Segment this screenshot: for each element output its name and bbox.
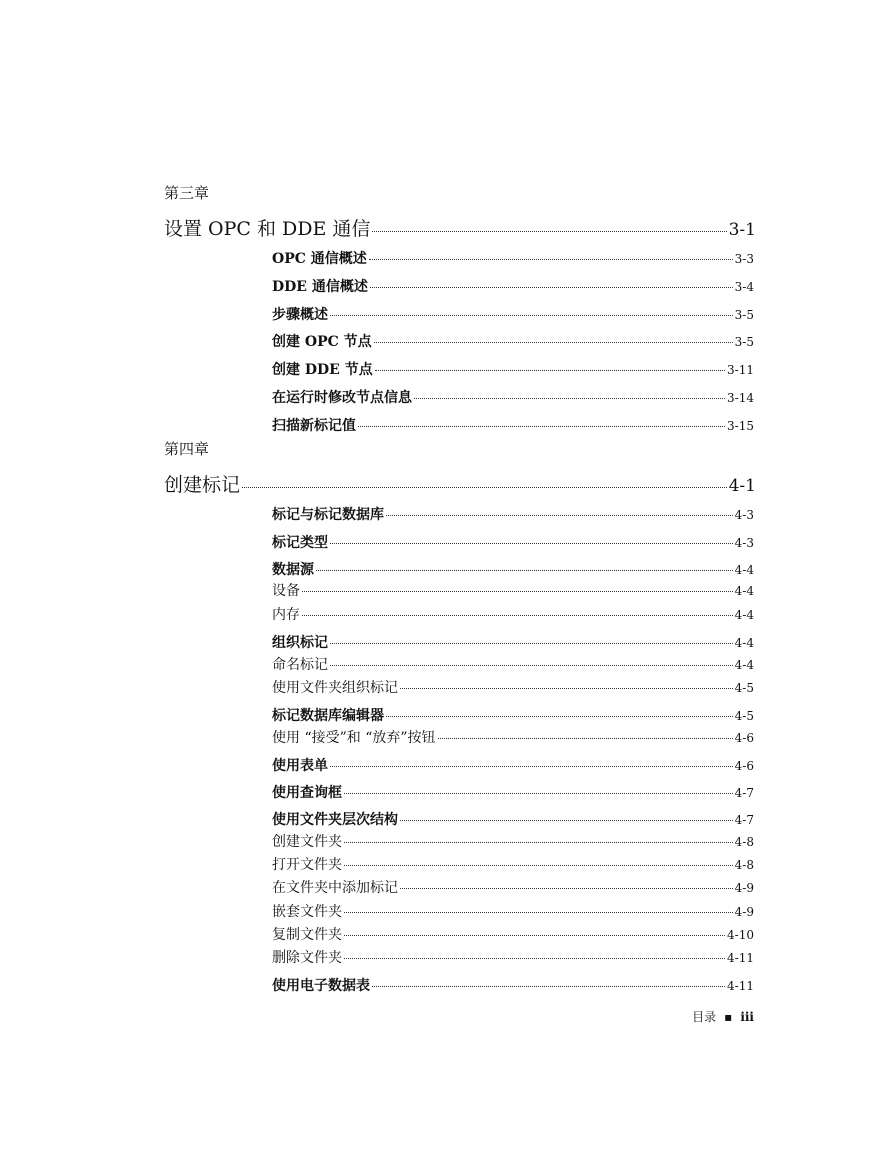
toc-entry-page: 4-6 [734, 759, 754, 773]
toc-entry[interactable] [272, 654, 754, 672]
toc-entry-text: 命名标记 [272, 657, 328, 673]
toc-entry[interactable] [272, 248, 754, 266]
dot-leader [375, 370, 725, 371]
toc-entry[interactable] [272, 580, 754, 598]
toc-entry-page: 4-11 [727, 951, 754, 965]
toc-entry-text: 复制文件夹 [272, 927, 342, 943]
toc-entry[interactable] [272, 415, 754, 433]
toc-entry-text: 使用电子数据表 [272, 978, 370, 994]
toc-entry-page: 4-11 [727, 979, 754, 993]
dot-leader [344, 842, 733, 843]
dot-leader [372, 231, 726, 232]
dot-leader [330, 766, 733, 767]
dot-leader [302, 615, 733, 616]
chapter-4-title-entry[interactable] [164, 470, 756, 494]
toc-entry[interactable] [272, 947, 754, 965]
toc-entry-page: 3-14 [727, 391, 754, 405]
toc-entry[interactable] [272, 532, 754, 550]
toc-entry-text: 设备 [272, 583, 300, 599]
toc-entry-text: 数据源 [272, 562, 314, 578]
toc-entry[interactable] [272, 755, 754, 773]
dot-leader [330, 643, 733, 644]
toc-entry-page: 4-4 [734, 608, 754, 622]
toc-entry[interactable] [272, 304, 754, 322]
dot-leader [330, 665, 733, 666]
dot-leader [372, 986, 725, 987]
toc-entry-page: 4-5 [734, 681, 754, 695]
dot-leader [386, 515, 733, 516]
dot-leader [414, 398, 725, 399]
toc-entry[interactable] [272, 854, 754, 872]
toc-entry-text: 标记与标记数据库 [272, 507, 384, 523]
page-footer [600, 1008, 754, 1025]
dot-leader [438, 738, 733, 739]
chapter-3-title-entry[interactable] [164, 214, 756, 238]
toc-entry-page: 4-8 [734, 858, 754, 872]
dot-leader [330, 315, 733, 316]
toc-entry-page: 4-4 [734, 584, 754, 598]
toc-entry[interactable] [272, 276, 754, 294]
chapter-3-page: 3-1 [728, 220, 756, 240]
toc-entry-page: 4-10 [727, 928, 754, 942]
toc-entry-text: 创建 OPC 节点 [272, 334, 372, 350]
footer-separator: ▪ [724, 1010, 733, 1024]
toc-entry-page: 4-4 [734, 563, 754, 577]
toc-entry-text: 使用文件夹组织标记 [272, 680, 398, 696]
toc-entry[interactable] [272, 387, 754, 405]
toc-entry-page: 4-6 [734, 731, 754, 745]
toc-entry-text: 扫描新标记值 [272, 418, 356, 434]
toc-entry-page: 4-4 [734, 636, 754, 650]
toc-entry-text: 标记类型 [272, 535, 328, 551]
dot-leader [316, 570, 733, 571]
chapter-3-title: 设置 OPC 和 DDE 通信 [164, 218, 371, 240]
dot-leader [386, 716, 733, 717]
toc-entry[interactable] [272, 705, 754, 723]
toc-entry-text: 创建 DDE 节点 [272, 362, 373, 378]
toc-entry[interactable] [272, 877, 754, 895]
toc-entry-page: 3-3 [734, 252, 754, 266]
dot-leader [358, 426, 725, 427]
toc-entry-page: 4-9 [734, 905, 754, 919]
chapter-4-page: 4-1 [728, 476, 756, 496]
chapter-4-label: 第四章 [164, 440, 210, 458]
toc-entry-text: 打开文件夹 [272, 857, 342, 873]
toc-entry-text: 步骤概述 [272, 307, 328, 323]
toc-entry-page: 3-11 [727, 363, 754, 377]
toc-entry-text: DDE 通信概述 [272, 279, 368, 295]
toc-entry[interactable] [272, 504, 754, 522]
dot-leader [242, 487, 727, 488]
toc-entry-page: 4-5 [734, 709, 754, 723]
toc-entry-text: 标记数据库编辑器 [272, 708, 384, 724]
dot-leader [400, 888, 733, 889]
toc-entry-page: 4-8 [734, 835, 754, 849]
toc-entry-text: 使用文件夹层次结构 [272, 812, 398, 828]
toc-entry[interactable] [272, 604, 754, 622]
toc-entry-page: 3-5 [734, 335, 754, 349]
toc-entry-text: 删除文件夹 [272, 950, 342, 966]
dot-leader [344, 935, 725, 936]
toc-entry-text: 使用表单 [272, 758, 328, 774]
chapter-4-title: 创建标记 [164, 474, 241, 496]
toc-entry-page: 4-4 [734, 658, 754, 672]
toc-entry-page: 4-3 [734, 508, 754, 522]
dot-leader [400, 820, 733, 821]
dot-leader [344, 958, 725, 959]
toc-entry[interactable] [272, 809, 754, 827]
toc-entry-text: OPC 通信概述 [272, 251, 367, 267]
toc-entry-text: 内存 [272, 607, 300, 623]
toc-entry[interactable] [272, 975, 754, 993]
toc-entry-page: 3-15 [727, 419, 754, 433]
dot-leader [400, 688, 733, 689]
toc-entry-page: 3-4 [734, 280, 754, 294]
toc-entry[interactable] [272, 677, 754, 695]
toc-entry-text: 使用 “接受”和 “放弃”按钮 [272, 730, 436, 746]
chapter-3-label: 第三章 [164, 184, 210, 202]
footer-page-number: iii [740, 1010, 754, 1024]
toc-entry-page: 3-5 [734, 308, 754, 322]
toc-entry[interactable] [272, 727, 754, 745]
toc-entry-text: 在文件夹中添加标记 [272, 880, 398, 896]
footer-label: 目录 [692, 1010, 717, 1024]
toc-entry[interactable] [272, 924, 754, 942]
toc-entry-text: 在运行时修改节点信息 [272, 390, 412, 406]
dot-leader [370, 287, 733, 288]
toc-entry-text: 创建文件夹 [272, 834, 342, 850]
toc-entry-page: 4-9 [734, 881, 754, 895]
toc-entry[interactable] [272, 632, 754, 650]
toc-entry[interactable] [272, 559, 754, 577]
toc-entry-text: 组织标记 [272, 635, 328, 651]
dot-leader [374, 342, 733, 343]
dot-leader [369, 259, 733, 260]
toc-entry[interactable] [272, 331, 754, 349]
toc-entry-text: 使用查询框 [272, 785, 342, 801]
dot-leader [344, 865, 733, 866]
dot-leader [302, 591, 733, 592]
dot-leader [344, 912, 733, 913]
toc-entry[interactable] [272, 831, 754, 849]
toc-entry[interactable] [272, 901, 754, 919]
toc-entry[interactable] [272, 359, 754, 377]
toc-entry-page: 4-7 [734, 813, 754, 827]
dot-leader [344, 793, 733, 794]
dot-leader [330, 543, 733, 544]
toc-entry[interactable] [272, 782, 754, 800]
toc-entry-page: 4-3 [734, 536, 754, 550]
toc-entry-page: 4-7 [734, 786, 754, 800]
toc-entry-text: 嵌套文件夹 [272, 904, 342, 920]
